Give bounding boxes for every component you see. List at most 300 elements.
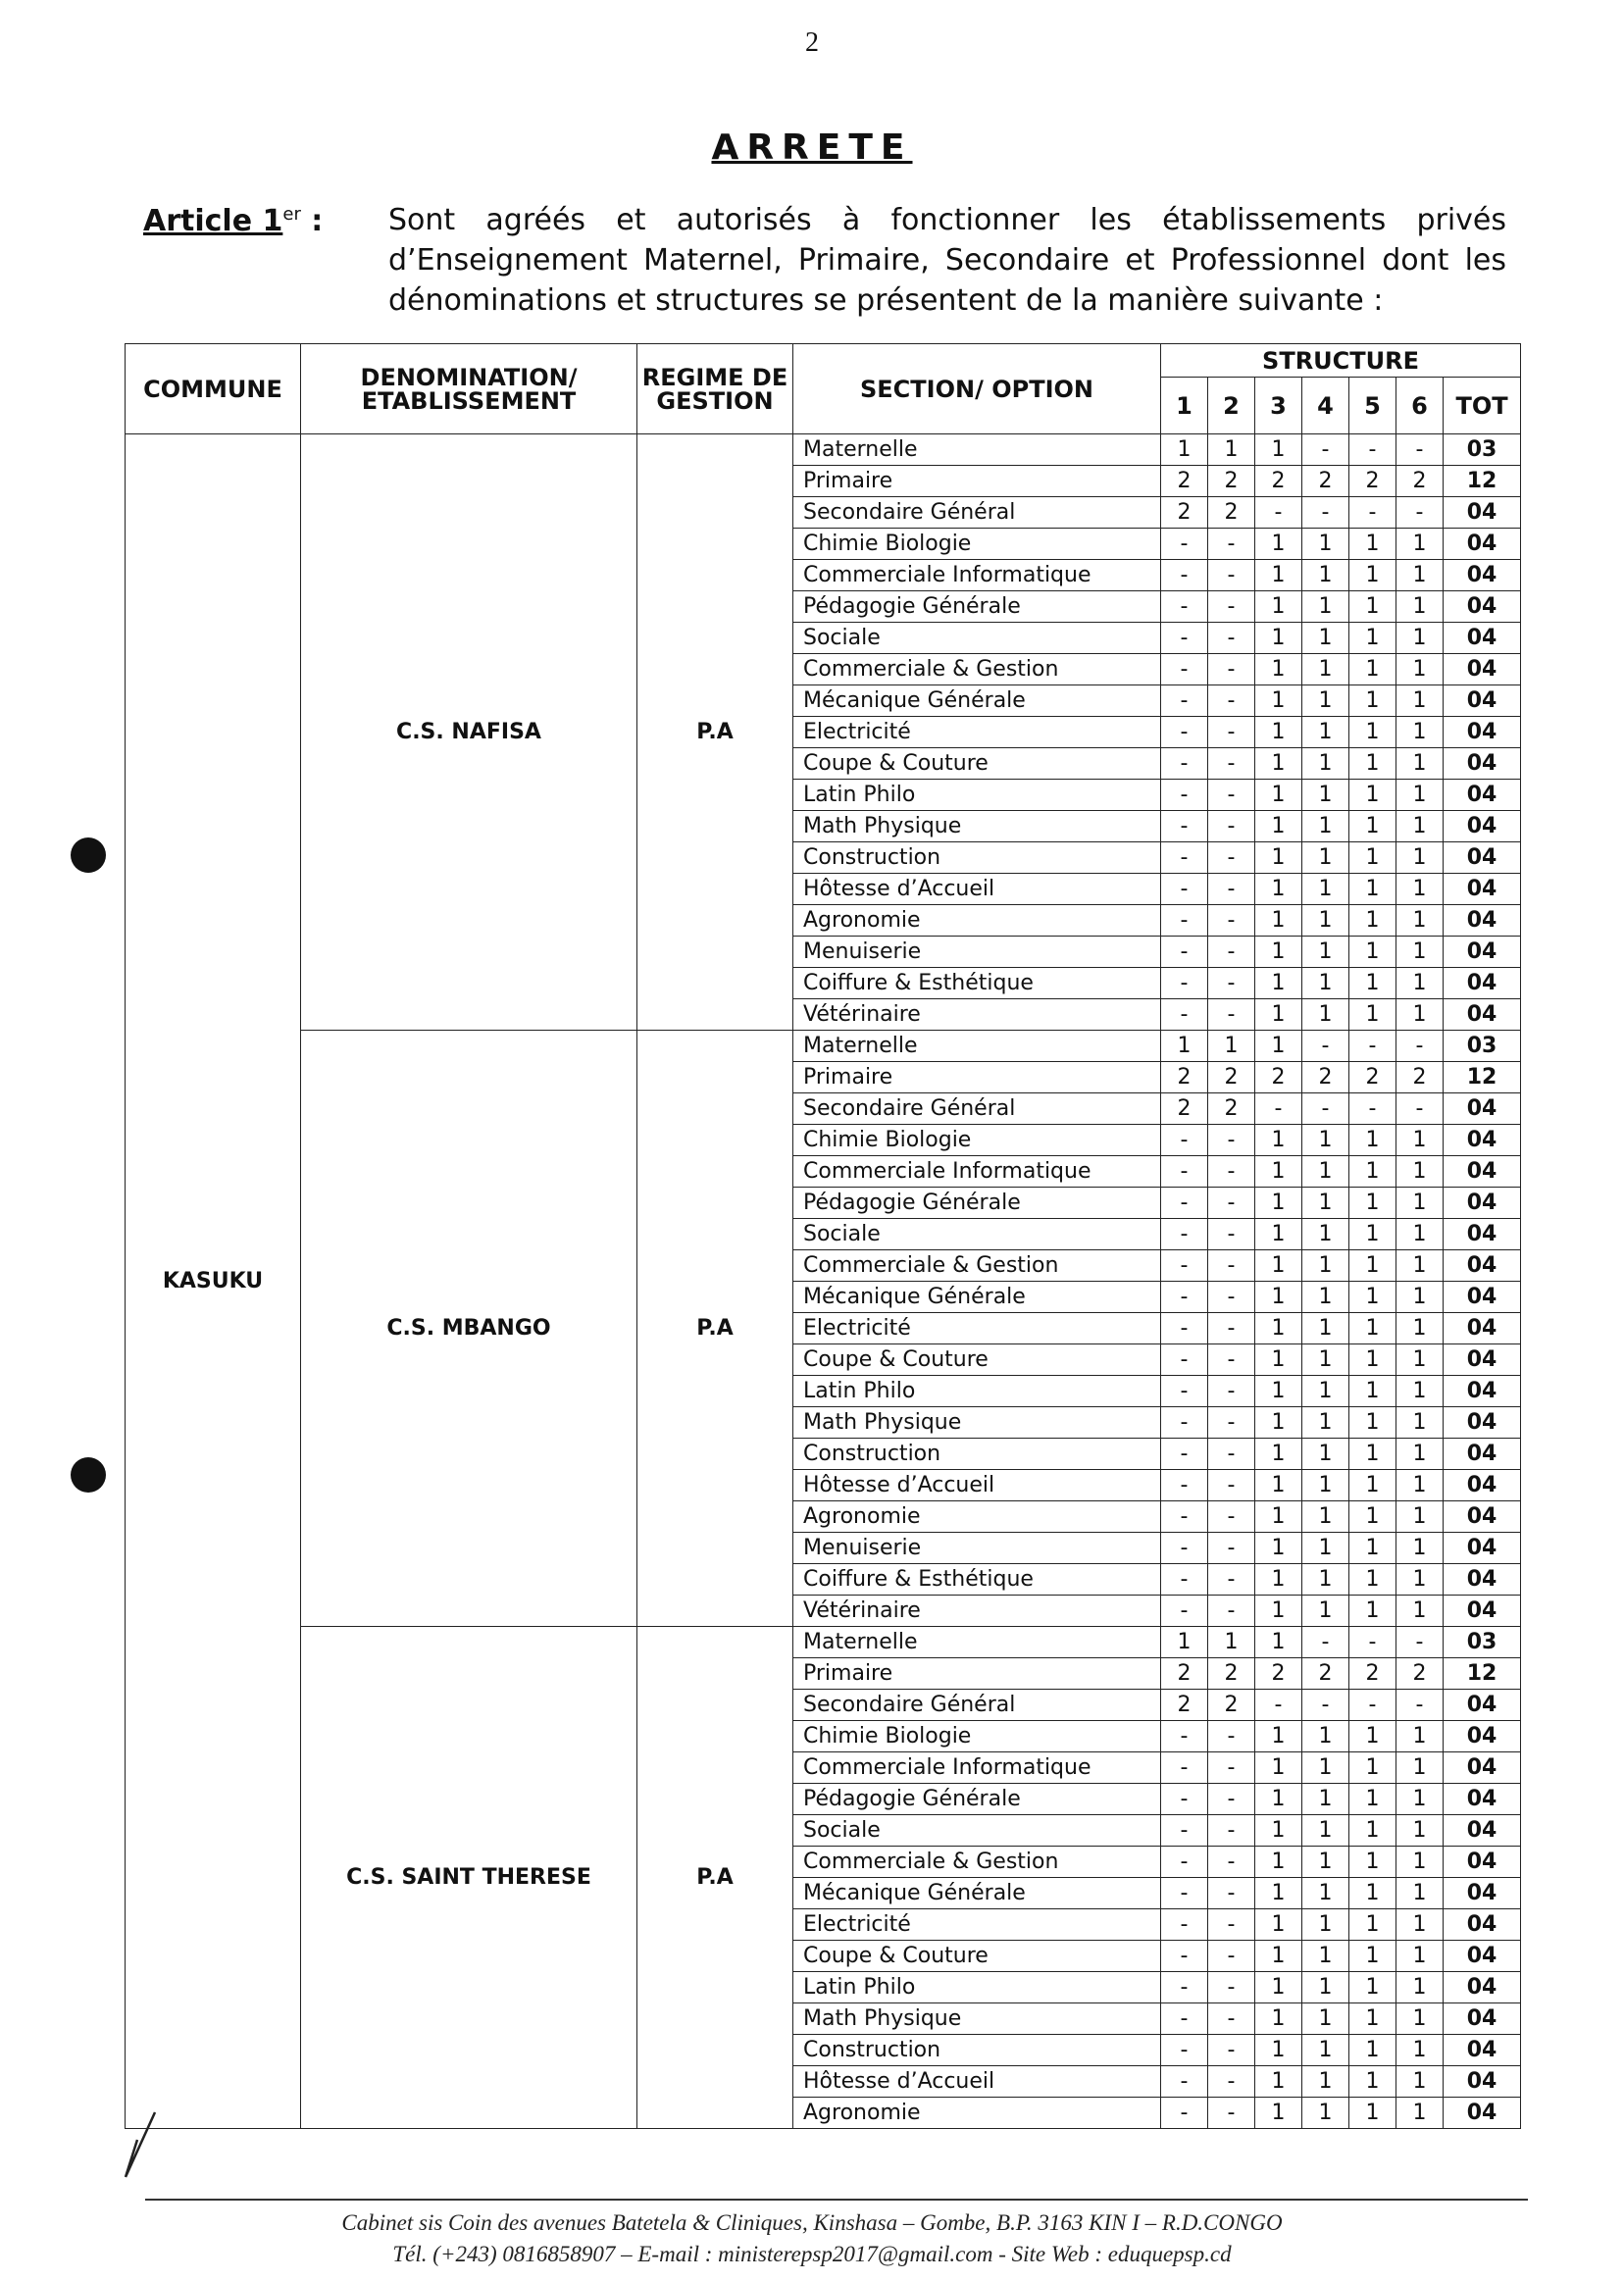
structure-cell: 1 <box>1255 1564 1302 1596</box>
structure-cell: 1 <box>1349 1470 1396 1501</box>
structure-cell: 1 <box>1302 1847 1349 1878</box>
structure-cell: - <box>1349 497 1396 529</box>
structure-cell: - <box>1208 1313 1255 1344</box>
structure-cell: 1 <box>1349 1815 1396 1847</box>
structure-cell: - <box>1396 434 1444 466</box>
total-cell: 04 <box>1444 748 1521 780</box>
structure-cell: 1 <box>1396 1344 1444 1376</box>
option-cell: Math Physique <box>793 811 1161 842</box>
structure-cell: - <box>1208 1815 1255 1847</box>
structure-cell: - <box>1161 1250 1208 1282</box>
structure-cell: - <box>1208 1250 1255 1282</box>
structure-cell: - <box>1208 1941 1255 1972</box>
total-cell: 04 <box>1444 1941 1521 1972</box>
structure-cell: - <box>1208 560 1255 591</box>
option-cell: Pédagogie Générale <box>793 591 1161 623</box>
structure-cell: - <box>1208 1721 1255 1752</box>
structure-cell: - <box>1161 1501 1208 1533</box>
option-cell: Hôtesse d’Accueil <box>793 874 1161 905</box>
option-cell: Sociale <box>793 1219 1161 1250</box>
structure-cell: 1 <box>1255 2003 1302 2035</box>
structure-cell: - <box>1302 1093 1349 1125</box>
option-cell: Electricité <box>793 1313 1161 1344</box>
structure-cell: 2 <box>1349 1658 1396 1690</box>
total-cell: 04 <box>1444 874 1521 905</box>
option-cell: Agronomie <box>793 1501 1161 1533</box>
option-cell: Electricité <box>793 1909 1161 1941</box>
structure-cell: - <box>1161 937 1208 968</box>
structure-cell: - <box>1161 1219 1208 1250</box>
total-cell: 04 <box>1444 2066 1521 2098</box>
structure-cell: 1 <box>1396 1313 1444 1344</box>
structure-cell: 1 <box>1302 1941 1349 1972</box>
total-cell: 04 <box>1444 497 1521 529</box>
option-cell: Latin Philo <box>793 1972 1161 2003</box>
structure-cell: - <box>1255 497 1302 529</box>
structure-cell: 1 <box>1302 1815 1349 1847</box>
structure-cell: 2 <box>1255 1062 1302 1093</box>
structure-cell: 1 <box>1349 1847 1396 1878</box>
article-label-sup: er <box>282 204 301 225</box>
option-cell: Coupe & Couture <box>793 1941 1161 1972</box>
structure-cell: - <box>1208 748 1255 780</box>
structure-cell: 1 <box>1255 1376 1302 1407</box>
structure-cell: 2 <box>1208 497 1255 529</box>
structure-cell: 1 <box>1255 874 1302 905</box>
total-cell: 04 <box>1444 1407 1521 1439</box>
structure-cell: 1 <box>1349 623 1396 654</box>
structure-cell: 1 <box>1302 1752 1349 1784</box>
option-cell: Chimie Biologie <box>793 1721 1161 1752</box>
structure-cell: 1 <box>1396 1470 1444 1501</box>
structure-cell: - <box>1161 1815 1208 1847</box>
structure-cell: 1 <box>1255 717 1302 748</box>
total-cell: 04 <box>1444 654 1521 685</box>
structure-cell: - <box>1396 1627 1444 1658</box>
structure-cell: - <box>1161 717 1208 748</box>
structure-cell: 1 <box>1349 1564 1396 1596</box>
total-cell: 04 <box>1444 999 1521 1031</box>
header-col-tot: TOT <box>1444 378 1521 434</box>
structure-cell: 1 <box>1302 1721 1349 1752</box>
structure-cell: - <box>1208 2035 1255 2066</box>
header-col-2: 2 <box>1208 378 1255 434</box>
option-cell: Vétérinaire <box>793 1596 1161 1627</box>
structure-cell: 1 <box>1349 1972 1396 2003</box>
structure-cell: 1 <box>1302 1407 1349 1439</box>
structure-cell: - <box>1208 1533 1255 1564</box>
structure-cell: - <box>1208 1909 1255 1941</box>
structure-cell: - <box>1208 1376 1255 1407</box>
structure-cell: 1 <box>1396 1250 1444 1282</box>
structure-cell: 1 <box>1255 1344 1302 1376</box>
structure-cell: 1 <box>1349 1219 1396 1250</box>
structure-cell: 1 <box>1255 685 1302 717</box>
option-cell: Agronomie <box>793 905 1161 937</box>
structure-cell: - <box>1208 1188 1255 1219</box>
structure-cell: 2 <box>1302 1062 1349 1093</box>
structure-cell: 1 <box>1302 1250 1349 1282</box>
structure-cell: 2 <box>1396 1062 1444 1093</box>
option-cell: Hôtesse d’Accueil <box>793 2066 1161 2098</box>
header-commune: COMMUNE <box>126 344 301 434</box>
structure-cell: 1 <box>1302 811 1349 842</box>
option-cell: Maternelle <box>793 1627 1161 1658</box>
title-text: ARRETE <box>711 127 913 168</box>
structure-cell: 1 <box>1302 937 1349 968</box>
school-name-cell: C.S. SAINT THERESE <box>301 1627 637 2129</box>
header-denomination: DENOMINATION/ ETABLISSEMENT <box>301 344 637 434</box>
structure-cell: - <box>1208 2003 1255 2035</box>
structure-cell: 1 <box>1349 1596 1396 1627</box>
structure-cell: 1 <box>1255 434 1302 466</box>
total-cell: 04 <box>1444 1250 1521 1282</box>
structure-cell: - <box>1302 1627 1349 1658</box>
regime-cell: P.A <box>637 434 793 1031</box>
structure-cell: - <box>1161 968 1208 999</box>
structure-cell: 1 <box>1396 2035 1444 2066</box>
structure-cell: - <box>1396 497 1444 529</box>
option-cell: Mécanique Générale <box>793 1282 1161 1313</box>
total-cell: 04 <box>1444 1282 1521 1313</box>
structure-cell: - <box>1161 874 1208 905</box>
option-cell: Primaire <box>793 466 1161 497</box>
option-cell: Mécanique Générale <box>793 685 1161 717</box>
total-cell: 04 <box>1444 2035 1521 2066</box>
structure-cell: 1 <box>1396 1533 1444 1564</box>
structure-cell: 1 <box>1396 2003 1444 2035</box>
total-cell: 04 <box>1444 1156 1521 1188</box>
structure-cell: 1 <box>1349 529 1396 560</box>
structure-cell: 1 <box>1349 780 1396 811</box>
total-cell: 04 <box>1444 937 1521 968</box>
structure-cell: 1 <box>1396 1125 1444 1156</box>
structure-cell: 2 <box>1255 1658 1302 1690</box>
structure-cell: 2 <box>1349 1062 1396 1093</box>
structure-cell: - <box>1161 1878 1208 1909</box>
structure-cell: - <box>1396 1031 1444 1062</box>
structure-cell: 1 <box>1349 968 1396 999</box>
structure-cell: - <box>1161 1721 1208 1752</box>
structure-cell: 2 <box>1255 466 1302 497</box>
structure-cell: 1 <box>1396 1501 1444 1533</box>
structure-cell: 1 <box>1255 529 1302 560</box>
option-cell: Math Physique <box>793 1407 1161 1439</box>
structure-cell: 1 <box>1396 1941 1444 1972</box>
option-cell: Commerciale Informatique <box>793 1156 1161 1188</box>
structure-cell: - <box>1161 1972 1208 2003</box>
document-title <box>0 127 1624 168</box>
structure-cell: - <box>1208 1752 1255 1784</box>
structure-cell: 1 <box>1396 1376 1444 1407</box>
structure-cell: 1 <box>1349 2003 1396 2035</box>
structure-cell: - <box>1396 1093 1444 1125</box>
structure-cell: - <box>1208 1784 1255 1815</box>
structure-cell: 1 <box>1396 560 1444 591</box>
structure-cell: 1 <box>1349 937 1396 968</box>
structure-cell: 1 <box>1208 1627 1255 1658</box>
structure-cell: - <box>1208 1125 1255 1156</box>
structure-cell: - <box>1208 1564 1255 1596</box>
option-cell: Commerciale & Gestion <box>793 1250 1161 1282</box>
structure-cell: - <box>1161 1752 1208 1784</box>
structure-cell: 1 <box>1302 2003 1349 2035</box>
structure-cell: 1 <box>1255 999 1302 1031</box>
structure-cell: 1 <box>1396 1909 1444 1941</box>
structure-cell: - <box>1161 623 1208 654</box>
structure-cell: 1 <box>1255 1721 1302 1752</box>
total-cell: 04 <box>1444 1596 1521 1627</box>
total-cell: 04 <box>1444 1909 1521 1941</box>
structure-cell: 1 <box>1396 1847 1444 1878</box>
table-row <box>126 434 1521 466</box>
page-number: 2 <box>805 27 819 58</box>
structure-cell: 1 <box>1302 1784 1349 1815</box>
structure-cell: 2 <box>1208 1658 1255 1690</box>
structure-cell: 1 <box>1255 560 1302 591</box>
structure-cell: 2 <box>1161 1658 1208 1690</box>
option-cell: Secondaire Général <box>793 1093 1161 1125</box>
option-cell: Menuiserie <box>793 937 1161 968</box>
total-cell: 04 <box>1444 623 1521 654</box>
structure-cell: 1 <box>1349 560 1396 591</box>
structure-cell: 1 <box>1396 1752 1444 1784</box>
structure-cell: 1 <box>1302 529 1349 560</box>
structure-cell: 1 <box>1396 748 1444 780</box>
article-label-text: Article 1 <box>143 204 283 238</box>
article-label <box>143 204 323 238</box>
total-cell: 04 <box>1444 2098 1521 2129</box>
structure-cell: - <box>1208 1470 1255 1501</box>
option-cell: Construction <box>793 842 1161 874</box>
structure-cell: 1 <box>1349 1156 1396 1188</box>
structure-cell: 1 <box>1302 1878 1349 1909</box>
structure-cell: - <box>1208 1878 1255 1909</box>
option-cell: Mécanique Générale <box>793 1878 1161 1909</box>
total-cell: 04 <box>1444 1376 1521 1407</box>
option-cell: Latin Philo <box>793 1376 1161 1407</box>
structure-cell: - <box>1208 842 1255 874</box>
structure-cell: - <box>1161 999 1208 1031</box>
structure-cell: - <box>1302 434 1349 466</box>
structure-cell: 1 <box>1302 874 1349 905</box>
structure-cell: 1 <box>1396 1156 1444 1188</box>
structure-cell: 1 <box>1396 1815 1444 1847</box>
structure-cell: 1 <box>1349 2035 1396 2066</box>
regime-cell: P.A <box>637 1031 793 1627</box>
structure-cell: 1 <box>1255 1407 1302 1439</box>
structure-cell: 1 <box>1302 968 1349 999</box>
structure-cell: 1 <box>1349 1188 1396 1219</box>
structure-cell: 1 <box>1302 654 1349 685</box>
total-cell: 04 <box>1444 1188 1521 1219</box>
table-row <box>126 1627 1521 1658</box>
structure-cell: 1 <box>1255 1972 1302 2003</box>
structure-cell: 1 <box>1396 1784 1444 1815</box>
structure-cell: 1 <box>1396 623 1444 654</box>
structure-cell: - <box>1161 1941 1208 1972</box>
handwritten-mark <box>116 2106 165 2185</box>
structure-cell: 1 <box>1302 1125 1349 1156</box>
regime-cell: P.A <box>637 1627 793 2129</box>
total-cell: 04 <box>1444 1847 1521 1878</box>
structure-cell: - <box>1349 1627 1396 1658</box>
structure-cell: 1 <box>1349 811 1396 842</box>
structure-cell: 1 <box>1349 1878 1396 1909</box>
header-regime: REGIME DE GESTION <box>637 344 793 434</box>
structure-cell: 1 <box>1396 780 1444 811</box>
option-cell: Hôtesse d’Accueil <box>793 1470 1161 1501</box>
structure-cell: - <box>1208 1972 1255 2003</box>
structure-cell: 1 <box>1302 1564 1349 1596</box>
structure-cell: 1 <box>1396 842 1444 874</box>
total-cell: 04 <box>1444 1313 1521 1344</box>
structure-cell: - <box>1161 2003 1208 2035</box>
structure-cell: 1 <box>1302 1313 1349 1344</box>
structure-cell: 1 <box>1255 1627 1302 1658</box>
structure-cell: 1 <box>1302 591 1349 623</box>
commune-cell: KASUKU <box>126 434 301 2129</box>
total-cell: 04 <box>1444 2003 1521 2035</box>
structure-cell: - <box>1161 1847 1208 1878</box>
structure-cell: 2 <box>1161 1062 1208 1093</box>
structure-cell: 1 <box>1302 1470 1349 1501</box>
total-cell: 04 <box>1444 591 1521 623</box>
structure-cell: 1 <box>1396 685 1444 717</box>
structure-cell: - <box>1161 905 1208 937</box>
structure-cell: - <box>1208 2098 1255 2129</box>
total-cell: 04 <box>1444 1470 1521 1501</box>
structure-cell: 1 <box>1302 748 1349 780</box>
structure-cell: 1 <box>1255 780 1302 811</box>
option-cell: Sociale <box>793 1815 1161 1847</box>
total-cell: 04 <box>1444 1125 1521 1156</box>
structure-cell: - <box>1208 1156 1255 1188</box>
structure-cell: - <box>1161 685 1208 717</box>
structure-cell: - <box>1161 1909 1208 1941</box>
structure-cell: 1 <box>1255 654 1302 685</box>
structure-cell: - <box>1255 1093 1302 1125</box>
structure-cell: 1 <box>1396 529 1444 560</box>
structure-cell: 1 <box>1255 1941 1302 1972</box>
structure-cell: 1 <box>1255 591 1302 623</box>
structure-cell: 1 <box>1302 999 1349 1031</box>
structure-cell: 1 <box>1349 1909 1396 1941</box>
structure-cell: 1 <box>1349 1721 1396 1752</box>
structure-cell: 1 <box>1396 717 1444 748</box>
option-cell: Sociale <box>793 623 1161 654</box>
total-cell: 04 <box>1444 1784 1521 1815</box>
structure-cell: 1 <box>1349 1125 1396 1156</box>
header-col-3: 3 <box>1255 378 1302 434</box>
structure-cell: 1 <box>1349 1784 1396 1815</box>
total-cell: 04 <box>1444 1752 1521 1784</box>
structure-cell: 1 <box>1302 1376 1349 1407</box>
structure-cell: 2 <box>1396 1658 1444 1690</box>
structure-cell: 1 <box>1302 2066 1349 2098</box>
option-cell: Commerciale & Gestion <box>793 1847 1161 1878</box>
structure-cell: 1 <box>1255 748 1302 780</box>
structure-cell: - <box>1161 2035 1208 2066</box>
structure-cell: - <box>1302 497 1349 529</box>
structure-cell: - <box>1161 811 1208 842</box>
total-cell: 12 <box>1444 1062 1521 1093</box>
header-col-4: 4 <box>1302 378 1349 434</box>
structure-cell: 1 <box>1396 2066 1444 2098</box>
structure-cell: 1 <box>1396 1721 1444 1752</box>
structure-cell: 1 <box>1349 1282 1396 1313</box>
structure-cell: 1 <box>1396 1878 1444 1909</box>
structure-cell: 1 <box>1349 654 1396 685</box>
total-cell: 04 <box>1444 968 1521 999</box>
structure-cell: - <box>1161 1344 1208 1376</box>
structure-cell: 2 <box>1161 1093 1208 1125</box>
structure-cell: 1 <box>1255 2098 1302 2129</box>
structure-cell: - <box>1161 1470 1208 1501</box>
structure-cell: - <box>1208 999 1255 1031</box>
structure-cell: - <box>1208 591 1255 623</box>
structure-cell: 1 <box>1255 1815 1302 1847</box>
total-cell: 12 <box>1444 1658 1521 1690</box>
footer-contact: Tél. (+243) 0816858907 – E-mail : ministerepsp2017@gmail.com - Site Web : eduquepsp.cd <box>392 2242 1232 2266</box>
total-cell: 04 <box>1444 1093 1521 1125</box>
structure-cell: 1 <box>1255 1439 1302 1470</box>
structure-cell: - <box>1208 905 1255 937</box>
structure-cell: 1 <box>1396 1219 1444 1250</box>
structure-cell: - <box>1208 1501 1255 1533</box>
structure-cell: 1 <box>1349 2066 1396 2098</box>
structure-cell: 1 <box>1208 434 1255 466</box>
structure-cell: 1 <box>1349 1533 1396 1564</box>
option-cell: Commerciale Informatique <box>793 560 1161 591</box>
structure-cell: 1 <box>1302 1188 1349 1219</box>
structure-cell: 1 <box>1396 1439 1444 1470</box>
structure-cell: 1 <box>1349 1250 1396 1282</box>
structure-cell: - <box>1161 1439 1208 1470</box>
total-cell: 04 <box>1444 1533 1521 1564</box>
structure-cell: - <box>1161 1188 1208 1219</box>
structure-cell: 1 <box>1255 1909 1302 1941</box>
structure-cell: 1 <box>1255 1470 1302 1501</box>
structure-cell: 1 <box>1302 560 1349 591</box>
total-cell: 04 <box>1444 1690 1521 1721</box>
structure-cell: - <box>1255 1690 1302 1721</box>
header-col-5: 5 <box>1349 378 1396 434</box>
structure-cell: 1 <box>1396 1407 1444 1439</box>
structure-cell: - <box>1208 1344 1255 1376</box>
total-cell: 04 <box>1444 685 1521 717</box>
structure-cell: 2 <box>1161 1690 1208 1721</box>
structure-cell: - <box>1208 623 1255 654</box>
structure-cell: - <box>1161 1282 1208 1313</box>
structure-cell: 1 <box>1349 905 1396 937</box>
structure-cell: 2 <box>1208 1062 1255 1093</box>
structure-cell: 1 <box>1255 968 1302 999</box>
structure-cell: 2 <box>1208 1093 1255 1125</box>
structure-cell: 1 <box>1255 842 1302 874</box>
structure-cell: - <box>1161 1156 1208 1188</box>
structure-cell: 1 <box>1302 780 1349 811</box>
structure-cell: - <box>1208 1407 1255 1439</box>
structure-cell: 1 <box>1302 1344 1349 1376</box>
structure-cell: - <box>1161 591 1208 623</box>
structure-cell: - <box>1161 1596 1208 1627</box>
structure-cell: 2 <box>1161 466 1208 497</box>
school-name-cell: C.S. NAFISA <box>301 434 637 1031</box>
structure-cell: - <box>1208 811 1255 842</box>
option-cell: Commerciale & Gestion <box>793 654 1161 685</box>
structure-cell: 1 <box>1302 1219 1349 1250</box>
